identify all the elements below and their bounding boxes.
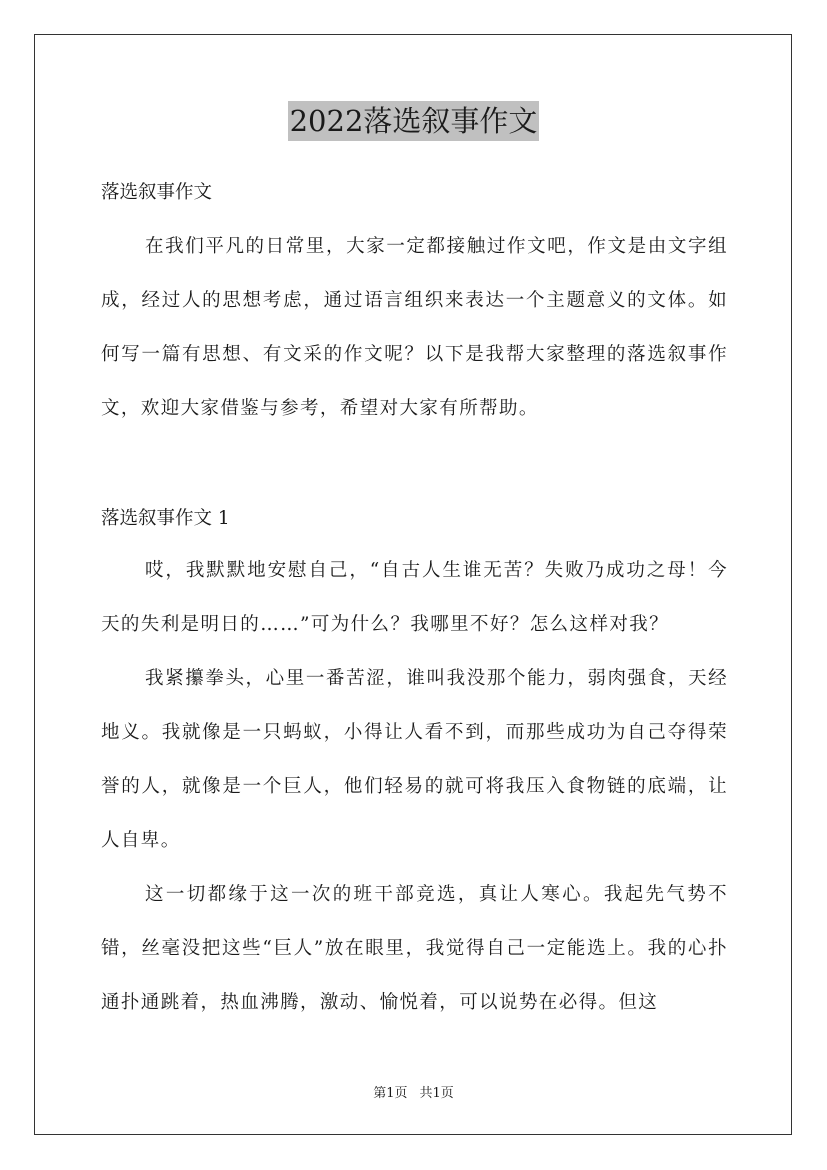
body-paragraph: 我紧攥拳头，心里一番苦涩，谁叫我没那个能力，弱肉强食，天经地义。我就像是一只蚂蚁，小得让人看不到，而那些成功为自己夺得荣誉的人，就像是一个巨人，他们轻易的就可将我压入食物链的底端，让人自卑。 xyxy=(101,668,728,851)
section-heading: 落选叙事作文 1 xyxy=(101,508,230,529)
body-paragraph: 这一切都缘于这一次的班干部竞选，真让人寒心。我起先气势不错，丝毫没把这些“巨人”放在眼里，我觉得自己一定能选上。我的心扑通扑通跳着，热血沸腾，激动、愉悦着，可以说势在必得。但这 xyxy=(101,884,728,1013)
title-container xyxy=(0,101,827,141)
intro-paragraph: 在我们平凡的日常里，大家一定都接触过作文吧，作文是由文字组成，经过人的思想考虑，通过语言组织来表达一个主题意义的文体。如何写一篇有思想、有文采的作文呢？以下是我帮大家整理的落选叙事作文，欢迎大家借鉴与参考，希望对大家有所帮助。 xyxy=(101,236,728,419)
page-number: 第1页 xyxy=(373,1086,408,1101)
intro-heading: 落选叙事作文 xyxy=(101,182,213,203)
page-footer xyxy=(0,1082,827,1101)
body-paragraph: 哎，我默默地安慰自己，“自古人生谁无苦？失败乃成功之母！今天的失利是明日的……”可为什么？我哪里不好？怎么这样对我？ xyxy=(101,560,728,635)
document-title: 2022落选叙事作文 xyxy=(288,101,540,141)
page-total: 共1页 xyxy=(419,1086,454,1101)
